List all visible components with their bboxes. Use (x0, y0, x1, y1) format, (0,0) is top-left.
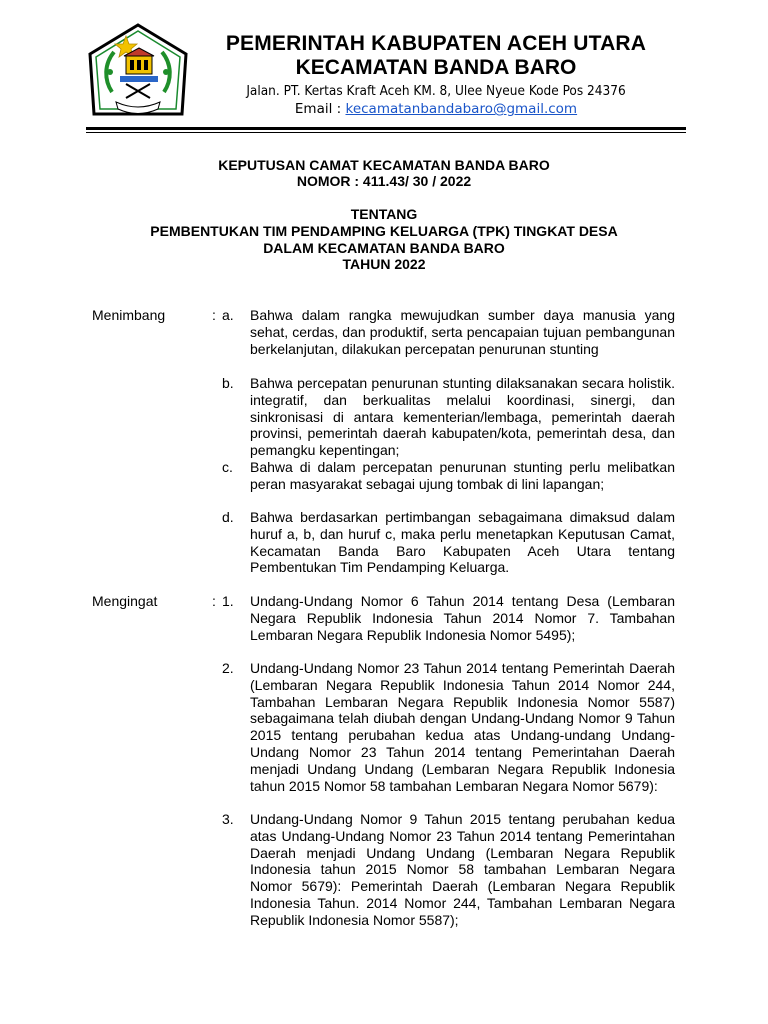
decree-heading: KEPUTUSAN CAMAT KECAMATAN BANDA BARO (218, 157, 550, 173)
email-label: Email : (294, 101, 346, 117)
email-link[interactable]: kecamatanbandabaro@gmail.com (345, 101, 578, 117)
mengingat-colon: : (212, 593, 216, 609)
decree-number: NOMOR : 411.43/ 30 / 2022 (296, 173, 472, 189)
decree-year: TAHUN 2022 (342, 256, 426, 272)
menimbang-colon: : (212, 307, 216, 323)
menimbang-marker-a: a. (222, 307, 234, 323)
district-name: KECAMATAN BANDA BARO (295, 56, 577, 79)
mengingat-item-1: Undang-Undang Nomor 6 Tahun 2014 tentang Desa (Lembaran Negara Republik Indonesia Tahun 2014 Nomor 7. Tambahan Lembaran Negara Republik Indonesia Nomor 5495); (250, 593, 675, 643)
menimbang-item-d: Bahwa berdasarkan pertimbangan sebagaimana dimaksud dalam huruf a, b, dan huruf c, maka perlu menetapkan Keputusan Camat, Kecamatan Banda Baro Kabupaten Aceh Utara tentang Pembentukan Tim Pendamping Keluarga. (250, 509, 675, 576)
menimbang-label: Menimbang (92, 307, 166, 323)
office-email-line (186, 100, 686, 118)
mengingat-marker-2: 2. (222, 660, 234, 676)
letterhead-text (186, 32, 686, 118)
menimbang-marker-b: b. (222, 375, 234, 391)
aceh-utara-emblem-logo (86, 22, 190, 120)
menimbang-marker-c: c. (222, 459, 233, 475)
decree-subject-line2: DALAM KECAMATAN BANDA BARO (263, 240, 505, 256)
mengingat-label: Mengingat (92, 593, 158, 609)
letterhead-rule-thin (86, 132, 686, 133)
regency-name: PEMERINTAH KABUPATEN ACEH UTARA (225, 32, 647, 55)
mengingat-marker-1: 1. (222, 593, 234, 609)
decree-about: TENTANG (350, 206, 418, 222)
mengingat-item-2: Undang-Undang Nomor 23 Tahun 2014 tentang Pemerintah Daerah (Lembaran Negara Republik Indonesia Tahun 2014 Nomor 244, Tambahan Lembaran Negara Republik Indonesia Nomor 5587) sebagaimana telah diubah dengan Undang-Undang Nomor 9 Tahun 2015 tentang perubahan kedua atas Undang-undang Undang-Undang Nomor 23 Tahun 2014 tentang Pemerintahan Daerah menjadi Undang Undang (Lembaran Negara Republik Indonesia tahun 2015 Nomor 58 tambahan Lembaran Negara Nomor 5679): (250, 660, 675, 794)
menimbang-marker-d: d. (222, 509, 234, 525)
office-address: Jalan. PT. Kertas Kraft Aceh KM. 8, Ulee Nyeue Kode Pos 24376 (246, 83, 626, 99)
menimbang-item-b: Bahwa percepatan penurunan stunting dilaksanakan secara holistik. integratif, dan berkualitas melalui koordinasi, sinergi, dan sinkronisasi di antara kementerian/lembaga, pemerintah daerah provinsi, pemerintah daerah kabupaten/kota, pemerintah desa, dan pemangku kepentingan; (250, 375, 675, 459)
mengingat-item-3: Undang-Undang Nomor 9 Tahun 2015 tentang perubahan kedua atas Undang-Undang Nomor 23 Tahun 2014 tentang Pemerintahan Daerah menjadi Undang Undang (Lembaran Negara Republik Indonesia tahun 2015 Nomor 58 tambahan Lembaran Negara Nomor 5679): Pemerintah Daerah (Lembaran Negara Republik Indonesia Tahun. 2014 Nomor 244, Tambahan Lembaran Negara Republik Indonesia Nomor 5587); (250, 811, 675, 928)
decree-subject-line1: PEMBENTUKAN TIM PENDAMPING KELUARGA (TPK) TINGKAT DESA (150, 223, 618, 239)
mengingat-marker-3: 3. (222, 811, 234, 827)
menimbang-item-c: Bahwa di dalam percepatan penurunan stunting perlu melibatkan peran masyarakat sebagai ujung tombak di lini lapangan; (250, 459, 675, 492)
menimbang-item-a: Bahwa dalam rangka mewujudkan sumber daya manusia yang sehat, cerdas, dan produktif, serta pencapaian tujuan pembangunan berkelanjutan, dilakukan percepatan penurunan stunting (250, 307, 675, 357)
letterhead-rule-thick (86, 127, 686, 130)
letterhead (86, 22, 686, 126)
